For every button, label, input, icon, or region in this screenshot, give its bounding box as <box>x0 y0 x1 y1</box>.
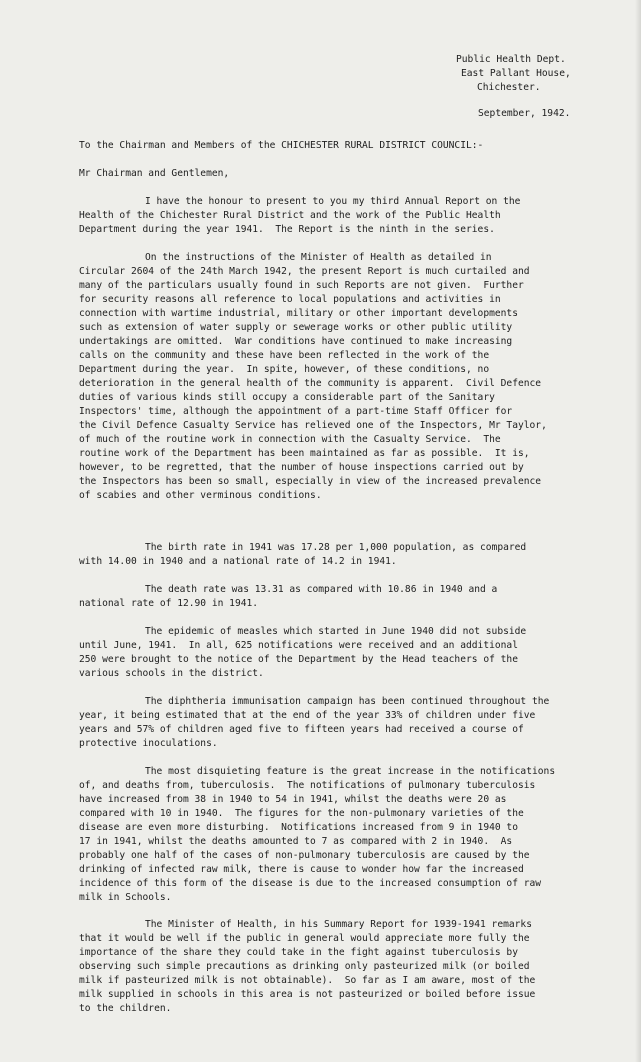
paragraph-minister-report <box>79 918 639 1016</box>
paragraph-line: national rate of 12.90 in 1941. <box>79 598 259 609</box>
paragraph-line: of much of the routine work in connection with the Casualty Service. The <box>79 434 501 445</box>
paragraph-line: The diphtheria immunisation campaign has been continued throughout the <box>145 696 550 707</box>
paragraph-line: with 14.00 in 1940 and a national rate of 14.2 in 1941. <box>79 556 397 567</box>
paragraph-diphtheria <box>79 695 639 751</box>
paragraph-line: connection with wartime industrial, military or other important developments <box>79 308 518 319</box>
address-line-2: East Pallant House, <box>461 68 571 79</box>
paragraph-line: until June, 1941. In all, 625 notifications were received and an additional <box>79 640 518 651</box>
paragraph-line: for security reasons all reference to local populations and activities in <box>79 294 501 305</box>
paragraph-line: disease are even more disturbing. Notifications increased from 9 in 1940 to <box>79 822 518 833</box>
address-line-1: Public Health Dept. <box>456 54 566 65</box>
paragraph-introduction <box>79 195 639 237</box>
paragraph-line: the Civil Defence Casualty Service has relieved one of the Inspectors, Mr Taylor, <box>79 420 547 431</box>
paragraph-line: the Inspectors has been so small, especially in view of the increased prevalence <box>79 476 542 487</box>
paragraph-line: milk in Schools. <box>79 892 172 903</box>
letter-date: September, 1942. <box>478 108 571 119</box>
salutation: Mr Chairman and Gentlemen, <box>79 168 230 179</box>
paragraph-line: 17 in 1941, whilst the deaths amounted to 7 as compared with 2 in 1940. As <box>79 836 513 847</box>
paragraph-line: year, it being estimated that at the end of the year 33% of children under five <box>79 710 536 721</box>
paragraph-death-rate <box>79 583 639 611</box>
paragraph-tuberculosis <box>79 765 639 905</box>
paragraph-line: The most disquieting feature is the great increase in the notifications <box>145 766 556 777</box>
paragraph-line: protective inoculations. <box>79 738 218 749</box>
paragraph-line: deterioration in the general health of the community is apparent. Civil Defence <box>79 378 542 389</box>
paragraph-line: such as extension of water supply or sewerage works or other public utility <box>79 322 513 333</box>
paragraph-measles <box>79 625 639 681</box>
paragraph-line: years and 57% of children aged five to fifteen years had received a course of <box>79 724 524 735</box>
paragraph-line: however, to be regretted, that the number of house inspections carried out by <box>79 462 524 473</box>
paragraph-line: The death rate was 13.31 as compared with 10.86 in 1940 and a <box>145 584 498 595</box>
address-line-3: Chichester. <box>477 82 541 93</box>
paragraph-line: The epidemic of measles which started in June 1940 did not subside <box>145 626 527 637</box>
paragraph-line: importance of the share they could take in the fight against tuberculosis by <box>79 947 518 958</box>
paragraph-line: routine work of the Department has been maintained as far as possible. It is, <box>79 448 530 459</box>
paragraph-line: milk supplied in schools in this area is not pasteurized or boiled before issue <box>79 989 536 1000</box>
paragraph-line: On the instructions of the Minister of Health as detailed in <box>145 252 492 263</box>
paragraph-birth-rate <box>79 541 639 569</box>
paragraph-line: incidence of this form of the disease is due to the increased consumption of raw <box>79 878 542 889</box>
paragraph-line: calls on the community and these have been reflected in the work of the <box>79 350 490 361</box>
paragraph-line: many of the particulars usually found in such Reports are not given. Further <box>79 280 524 291</box>
paragraph-line: I have the honour to present to you my third Annual Report on the <box>145 196 521 207</box>
paragraph-line: of scabies and other verminous conditions. <box>79 490 322 501</box>
paragraph-line: Department during the year 1941. The Report is the ninth in the series. <box>79 224 495 235</box>
paragraph-line: duties of various kinds still occupy a considerable part of the Sanitary <box>79 392 495 403</box>
paragraph-line: observing such simple precautions as drinking only pasteurized milk (or boiled <box>79 961 530 972</box>
paragraph-line: milk if pasteurized milk is not obtainable). So far as I am aware, most of the <box>79 975 536 986</box>
paragraph-line: Circular 2604 of the 24th March 1942, the present Report is much curtailed and <box>79 266 530 277</box>
sender-address <box>456 53 636 95</box>
addressee: To the Chairman and Members of the CHICHESTER RURAL DISTRICT COUNCIL:- <box>79 140 484 151</box>
paragraph-line: drinking of infected raw milk, there is cause to wonder how far the increased <box>79 864 524 875</box>
paragraph-line: Health of the Chichester Rural District and the work of the Public Health <box>79 210 501 221</box>
paragraph-line: The Minister of Health, in his Summary Report for 1939-1941 remarks <box>145 919 532 930</box>
paragraph-line: probably one half of the cases of non-pulmonary tuberculosis are caused by the <box>79 850 530 861</box>
paragraph-line: to the children. <box>79 1003 172 1014</box>
paragraph-line: compared with 10 in 1940. The figures for the non-pulmonary varieties of the <box>79 808 524 819</box>
paragraph-line: Inspectors' time, although the appointment of a part-time Staff Officer for <box>79 406 513 417</box>
paragraph-wartime-conditions <box>79 251 639 503</box>
paragraph-line: that it would be well if the public in general would appreciate more fully the <box>79 933 530 944</box>
paragraph-line: various schools in the district. <box>79 668 264 679</box>
paragraph-line: of, and deaths from, tuberculosis. The notifications of pulmonary tuberculosis <box>79 780 536 791</box>
paragraph-line: 250 were brought to the notice of the Department by the Head teachers of the <box>79 654 518 665</box>
paragraph-line: Department during the year. In spite, however, of these conditions, no <box>79 364 490 375</box>
paragraph-line: have increased from 38 in 1940 to 54 in 1941, whilst the deaths were 20 as <box>79 794 507 805</box>
paragraph-line: undertakings are omitted. War conditions have continued to make increasing <box>79 336 513 347</box>
paragraph-line: The birth rate in 1941 was 17.28 per 1,000 population, as compared <box>145 542 527 553</box>
